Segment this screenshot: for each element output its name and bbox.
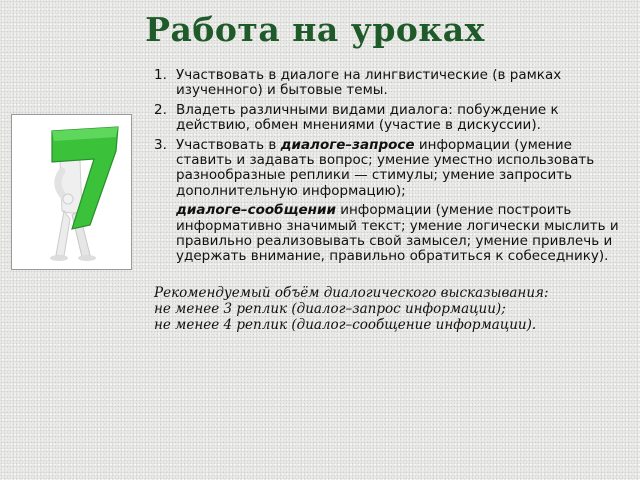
- sub-item-text: информации (умение построить информативно значимый текст; умение логически мыслить и правильно реализовывать свой замысел; умение привлечь и удержать внимание, правильно обратиться к собеседнику).: [176, 202, 619, 265]
- figure-holding-number-7-icon: [12, 115, 131, 269]
- illustration-frame: [11, 114, 132, 270]
- recommendation-heading: Рекомендуемый объём диалогического высказывания:: [154, 284, 549, 301]
- list-text-post: информации (умение ставить и задавать вопрос; умение уместно использовать разнообразные реплики — стимулы; умение запросить дополнительную информацию);: [176, 136, 595, 199]
- list-item: [154, 138, 632, 200]
- list-text: Владеть различными видами диалога: побуждение к действию, обмен мнениями (участие в дискуссии).: [176, 101, 559, 134]
- list-item: [154, 103, 632, 134]
- list-text-pre: Участвовать в: [176, 136, 281, 153]
- list-number: 1.: [154, 67, 167, 83]
- slide-title: Работа на уроках: [145, 10, 485, 49]
- list-number: 2.: [154, 101, 167, 118]
- list-number: 3.: [154, 136, 167, 153]
- main-content: [154, 68, 632, 333]
- emphasis-dialog-message: диалоге–сообщении: [176, 202, 336, 219]
- recommendation-line: не менее 4 реплик (диалог–сообщение информации).: [154, 316, 537, 333]
- recommendation-line: не менее 3 реплик (диалог–запрос информации);: [154, 300, 506, 317]
- list-text: Участвовать в диалоге на лингвистические (в рамках изученного) и бытовые темы.: [176, 67, 562, 99]
- list-item: [154, 68, 632, 99]
- sub-item: [154, 203, 632, 265]
- emphasis-dialog-request: диалоге–запросе: [280, 136, 415, 153]
